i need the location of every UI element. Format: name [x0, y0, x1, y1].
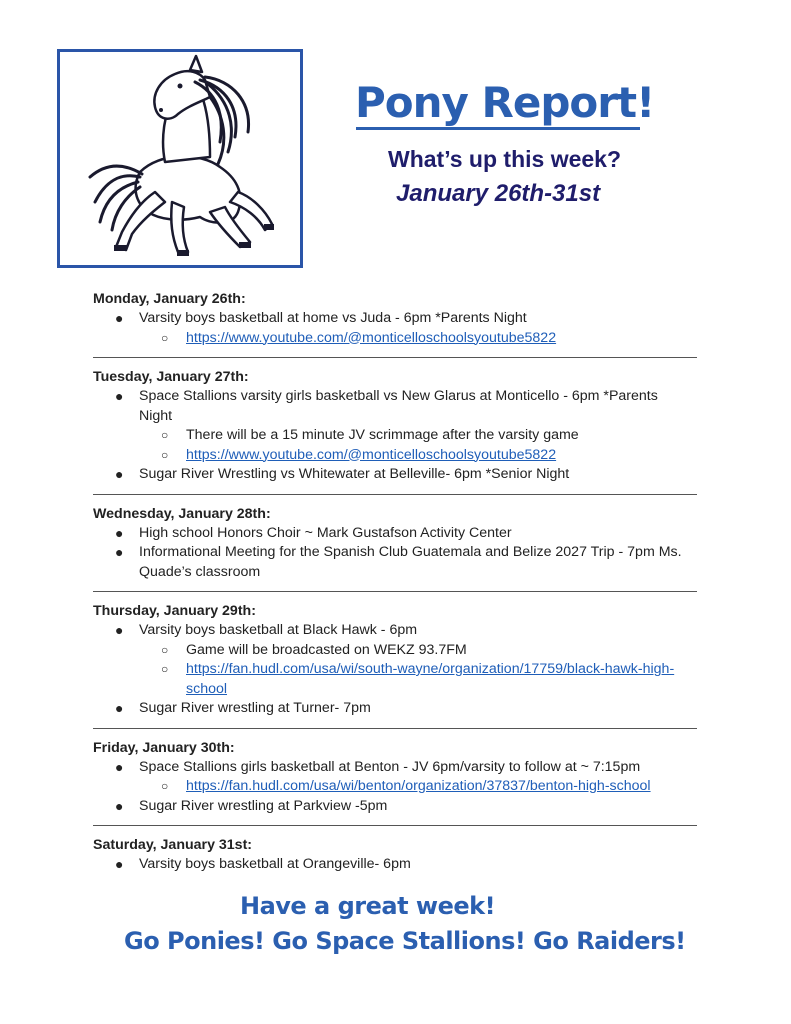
list-item — [93, 758, 703, 778]
sub-list-item-continuation — [93, 680, 703, 700]
date-range: January 26th-31st — [396, 180, 601, 207]
footer-cheer: Go Ponies! Go Space Stallions! Go Raiders! — [124, 927, 686, 955]
list-item — [93, 855, 703, 875]
sub-list-item — [93, 660, 703, 680]
divider — [93, 591, 697, 592]
sub-bullet-icon: ○ — [161, 642, 169, 657]
sub-list-item — [93, 329, 703, 349]
bullet-icon: ● — [115, 856, 124, 872]
event-text: Sugar River wrestling at Parkview -5pm — [139, 797, 388, 814]
divider — [93, 494, 697, 495]
sub-bullet-icon: ○ — [161, 330, 169, 345]
bullet-icon: ● — [115, 758, 124, 775]
list-item — [93, 797, 703, 817]
sub-list-item — [93, 446, 703, 466]
sub-bullet-icon: ○ — [161, 662, 169, 676]
day-monday — [93, 290, 703, 348]
sub-bullet-icon: ○ — [161, 428, 169, 442]
day-title: Monday, January 26th: — [93, 291, 246, 307]
list-item-continuation — [93, 407, 703, 427]
day-title: Wednesday, January 28th: — [93, 505, 271, 522]
day-saturday — [93, 836, 703, 875]
day-friday — [93, 739, 703, 817]
stream-link[interactable]: https://fan.hudl.com/usa/wi/south-wayne/organization/17759/black-hawk-high- — [186, 661, 675, 677]
bullet-icon: ● — [115, 622, 124, 638]
bullet-icon: ● — [115, 544, 124, 560]
bullet-icon: ● — [115, 524, 124, 541]
divider — [93, 357, 697, 358]
sub-list-item — [93, 426, 703, 446]
mustang-logo — [57, 49, 303, 268]
event-note: There will be a 15 minute JV scrimmage after the varsity game — [186, 427, 579, 443]
weekly-schedule — [93, 290, 703, 875]
sub-list-item — [93, 641, 703, 661]
stream-link[interactable]: https://www.youtube.com/@monticelloschoolsyoutube5822 — [186, 329, 557, 346]
event-text: High school Honors Choir ~ Mark Gustafson Activity Center — [139, 524, 512, 541]
mustang-icon — [60, 52, 300, 265]
list-item — [93, 387, 703, 407]
sub-list-item — [93, 777, 703, 797]
footer-message: Have a great week! — [240, 892, 496, 920]
bullet-icon: ● — [115, 388, 124, 404]
event-text: Varsity boys basketball at Black Hawk - 6pm — [139, 622, 418, 638]
stream-link[interactable]: https://fan.hudl.com/usa/wi/benton/organization/37837/benton-high-school — [186, 778, 651, 794]
title-underline — [356, 127, 640, 130]
day-title: Saturday, January 31st: — [93, 837, 253, 853]
stream-link-continuation[interactable]: school — [186, 680, 228, 697]
list-item — [93, 543, 703, 563]
day-title: Tuesday, January 27th: — [93, 369, 249, 385]
divider — [93, 825, 697, 826]
event-text: Space Stallions varsity girls basketball vs New Glarus at Monticello - 6pm *Parents — [139, 388, 658, 404]
day-tuesday — [93, 368, 703, 485]
list-item — [93, 621, 703, 641]
event-text: Sugar River wrestling at Turner- 7pm — [139, 700, 371, 716]
event-text: Varsity boys basketball at home vs Juda - 6pm *Parents Night — [139, 310, 527, 326]
event-text: Varsity boys basketball at Orangeville- 6pm — [139, 856, 411, 872]
bullet-icon: ● — [115, 700, 124, 716]
event-note: Game will be broadcasted on WEKZ 93.7FM — [186, 641, 467, 658]
list-item-continuation — [93, 563, 703, 583]
bullet-icon: ● — [115, 797, 124, 814]
day-wednesday — [93, 505, 703, 583]
event-text: Quade’s classroom — [139, 563, 261, 580]
day-title: Friday, January 30th: — [93, 739, 235, 756]
list-item — [93, 465, 703, 485]
day-title: Thursday, January 29th: — [93, 603, 256, 619]
page-subtitle: What’s up this week? — [388, 146, 622, 172]
day-thursday — [93, 602, 703, 719]
bullet-icon: ● — [115, 310, 124, 326]
event-text: Sugar River Wrestling vs Whitewater at Belleville- 6pm *Senior Night — [139, 466, 570, 482]
bullet-icon: ● — [115, 466, 124, 482]
page-title: Pony Report! — [355, 78, 655, 127]
stream-link[interactable]: https://www.youtube.com/@monticelloschoolsyoutube5822 — [186, 446, 557, 463]
sub-bullet-icon: ○ — [161, 779, 169, 793]
list-item — [93, 699, 703, 719]
divider — [93, 728, 697, 729]
sub-bullet-icon: ○ — [161, 447, 169, 462]
event-text: Night — [139, 407, 173, 424]
event-text: Informational Meeting for the Spanish Club Guatemala and Belize 2027 Trip - 7pm Ms. — [139, 544, 682, 560]
list-item — [93, 309, 703, 329]
list-item — [93, 524, 703, 544]
event-text: Space Stallions girls basketball at Benton - JV 6pm/varsity to follow at ~ 7:15pm — [139, 758, 641, 775]
